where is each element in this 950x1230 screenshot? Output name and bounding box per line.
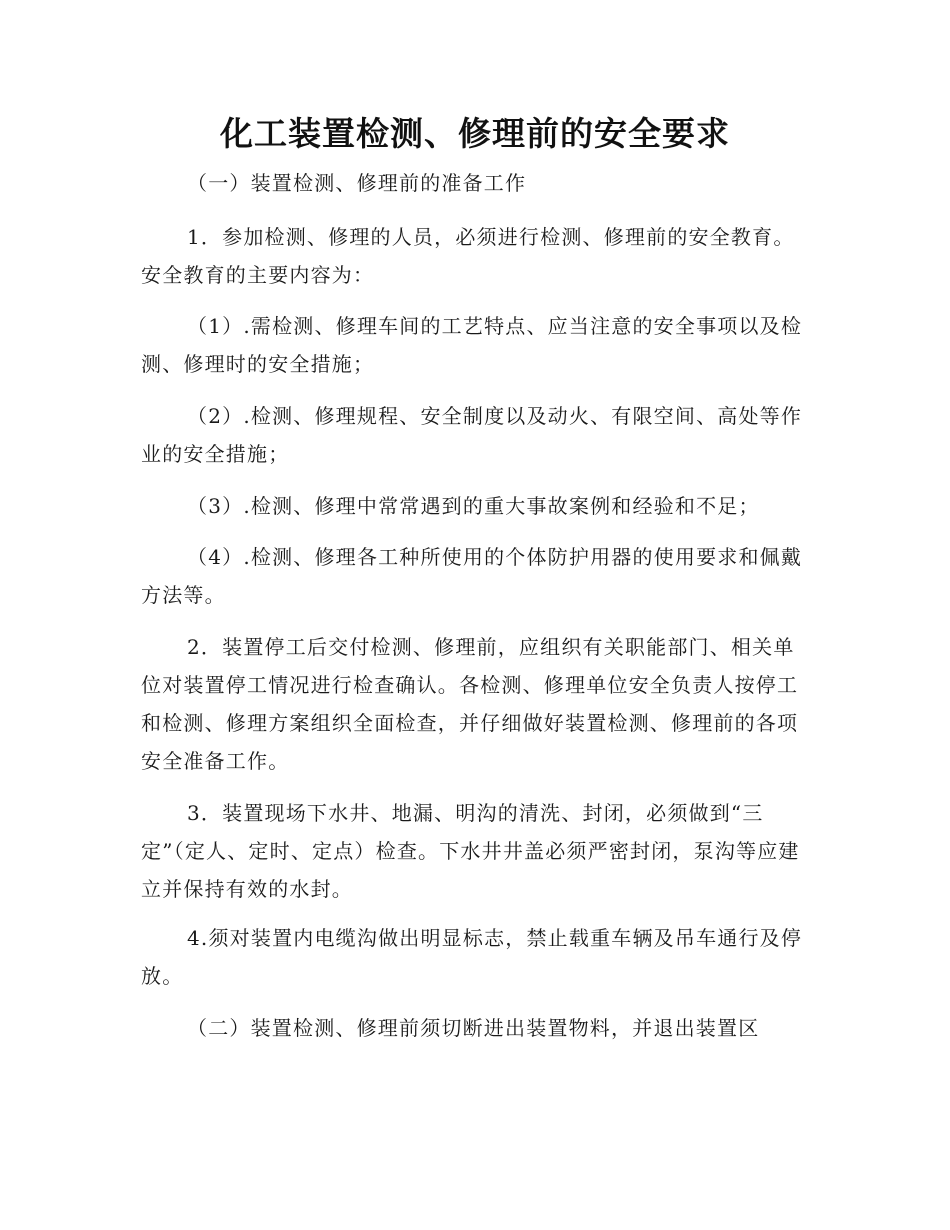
paragraph-item-4: 4.须对装置内电缆沟做出明显标志，禁止载重车辆及吊车通行及停放。	[141, 926, 803, 988]
paragraph-item-2: 2．装置停工后交付检测、修理前，应组织有关职能部门、相关单位对装置停工情况进行检查确认。各检测、修理单位安全负责人按停工和检测、修理方案组织全面检查，并仔细做好装置检测、修理前的各项安全准备工作。	[141, 635, 799, 773]
paragraph-subitem-1: （1）.需检测、修理车间的工艺特点、应当注意的安全事项以及检测、修理时的安全措施；	[141, 314, 803, 376]
paragraph-subitem-2: （2）.检测、修理规程、安全制度以及动火、有限空间、高处等作业的安全措施；	[141, 404, 803, 466]
paragraph-item-1: 1．参加检测、修理的人员，必须进行检测、修理前的安全教育。安全教育的主要内容为：	[141, 225, 795, 287]
section-heading-1: （一）装置检测、修理前的准备工作	[187, 171, 527, 195]
section-heading-2: （二）装置检测、修理前须切断进出装置物料，并退出装置区	[187, 1016, 760, 1040]
document-title: 化工装置检测、修理前的安全要求	[220, 114, 730, 153]
paragraph-item-3: 3．装置现场下水井、地漏、明沟的清洗、封闭，必须做到“三定”（定人、定时、定点）检查。下水井井盖必须严密封闭，泵沟等应建立并保持有效的水封。	[141, 801, 800, 901]
paragraph-subitem-3: （3）.检测、修理中常常遇到的重大事故案例和经验和不足；	[187, 494, 760, 518]
paragraph-subitem-4: （4）.检测、修理各工种所使用的个体防护用器的使用要求和佩戴方法等。	[141, 545, 803, 607]
